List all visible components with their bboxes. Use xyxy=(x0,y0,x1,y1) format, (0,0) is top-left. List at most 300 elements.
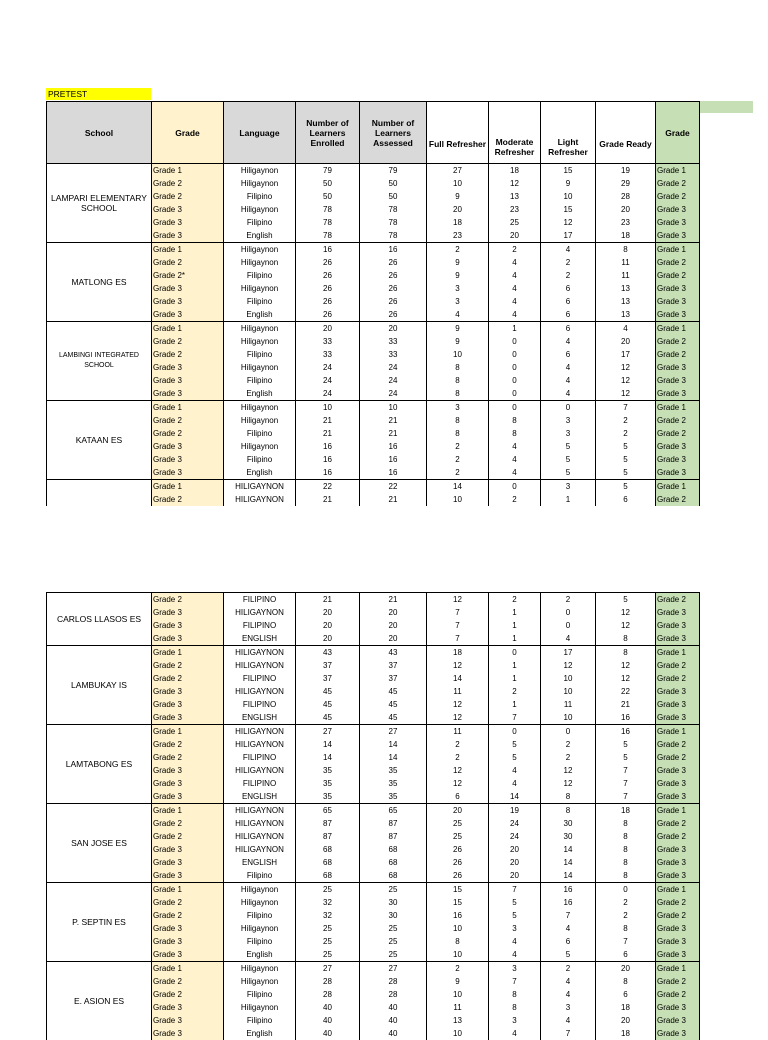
grade-cell: Grade 3 xyxy=(152,282,224,295)
grade-cell: Grade 3 xyxy=(152,777,224,790)
moderate-refresher-cell: 1 xyxy=(489,322,541,336)
language-cell: Filipino xyxy=(224,988,296,1001)
grade-cell: Grade 2 xyxy=(152,414,224,427)
enrolled-cell: 20 xyxy=(296,322,360,336)
assessed-cell: 78 xyxy=(360,216,427,229)
language-cell: HILIGAYNON xyxy=(224,646,296,660)
grade-ready-cell: 18 xyxy=(596,1027,656,1040)
grade-cell: Grade 3 xyxy=(152,1014,224,1027)
moderate-refresher-cell: 4 xyxy=(489,269,541,282)
assessed-cell: 24 xyxy=(360,361,427,374)
assessed-cell: 37 xyxy=(360,672,427,685)
grade-ready-cell: 12 xyxy=(596,672,656,685)
enrolled-cell: 20 xyxy=(296,619,360,632)
moderate-refresher-cell: 7 xyxy=(489,711,541,725)
full-refresher-cell: 10 xyxy=(427,1027,489,1040)
enrolled-cell: 35 xyxy=(296,764,360,777)
grade-level-cell: Grade 2 xyxy=(656,672,700,685)
grade-ready-cell: 5 xyxy=(596,453,656,466)
moderate-refresher-cell: 5 xyxy=(489,896,541,909)
grade-ready-cell: 5 xyxy=(596,440,656,453)
grade-cell: Grade 1 xyxy=(152,164,224,178)
light-refresher-cell: 10 xyxy=(541,685,596,698)
enrolled-cell: 21 xyxy=(296,493,360,506)
grade-cell: Grade 1 xyxy=(152,725,224,739)
header-grade-ready: Grade Ready xyxy=(596,102,656,164)
grade-level-cell: Grade 1 xyxy=(656,725,700,739)
full-refresher-cell: 8 xyxy=(427,427,489,440)
light-refresher-cell: 10 xyxy=(541,672,596,685)
full-refresher-cell: 9 xyxy=(427,256,489,269)
enrolled-cell: 37 xyxy=(296,659,360,672)
full-refresher-cell: 18 xyxy=(427,646,489,660)
language-cell: HILIGAYNON xyxy=(224,738,296,751)
light-refresher-cell: 30 xyxy=(541,830,596,843)
grade-level-cell: Grade 2 xyxy=(656,896,700,909)
enrolled-cell: 21 xyxy=(296,427,360,440)
moderate-refresher-cell: 1 xyxy=(489,659,541,672)
light-refresher-cell: 15 xyxy=(541,164,596,178)
grade-cell: Grade 3 xyxy=(152,856,224,869)
language-cell: Hiligaynon xyxy=(224,922,296,935)
language-cell: Hiligaynon xyxy=(224,335,296,348)
moderate-refresher-cell: 4 xyxy=(489,1027,541,1040)
enrolled-cell: 26 xyxy=(296,269,360,282)
assessed-cell: 40 xyxy=(360,1014,427,1027)
language-cell: Hiligaynon xyxy=(224,164,296,178)
grade-level-cell: Grade 3 xyxy=(656,361,700,374)
header-assessed: Number of Learners Assessed xyxy=(360,102,427,164)
full-refresher-cell: 26 xyxy=(427,843,489,856)
enrolled-cell: 26 xyxy=(296,295,360,308)
moderate-refresher-cell: 2 xyxy=(489,493,541,506)
enrolled-cell: 26 xyxy=(296,282,360,295)
assessed-cell: 24 xyxy=(360,374,427,387)
grade-ready-cell: 5 xyxy=(596,751,656,764)
light-refresher-cell: 17 xyxy=(541,646,596,660)
language-cell: Hiligaynon xyxy=(224,177,296,190)
school-name-cell: LAMBUKAY IS xyxy=(47,646,152,725)
language-cell: Hiligaynon xyxy=(224,414,296,427)
grade-ready-cell: 29 xyxy=(596,177,656,190)
grade-ready-cell: 16 xyxy=(596,711,656,725)
full-refresher-cell: 11 xyxy=(427,685,489,698)
light-refresher-cell: 4 xyxy=(541,988,596,1001)
assessed-cell: 50 xyxy=(360,177,427,190)
enrolled-cell: 79 xyxy=(296,164,360,178)
school-name-cell: E. ASION ES xyxy=(47,962,152,1040)
full-refresher-cell: 14 xyxy=(427,480,489,494)
grade-ready-cell: 13 xyxy=(596,282,656,295)
grade-level-cell: Grade 2 xyxy=(656,909,700,922)
grade-cell: Grade 3 xyxy=(152,632,224,646)
grade-ready-cell: 8 xyxy=(596,975,656,988)
grade-cell: Grade 3 xyxy=(152,619,224,632)
language-cell: Hiligaynon xyxy=(224,243,296,257)
school-name-cell: MATLONG ES xyxy=(47,243,152,322)
enrolled-cell: 24 xyxy=(296,374,360,387)
full-refresher-cell: 8 xyxy=(427,374,489,387)
moderate-refresher-cell: 0 xyxy=(489,348,541,361)
assessed-cell: 68 xyxy=(360,869,427,883)
moderate-refresher-cell: 4 xyxy=(489,948,541,962)
enrolled-cell: 10 xyxy=(296,401,360,415)
enrolled-cell: 16 xyxy=(296,466,360,480)
full-refresher-cell: 10 xyxy=(427,988,489,1001)
grade-ready-cell: 6 xyxy=(596,493,656,506)
grade-cell: Grade 2 xyxy=(152,988,224,1001)
language-cell: English xyxy=(224,948,296,962)
assessed-cell: 22 xyxy=(360,480,427,494)
full-refresher-cell: 25 xyxy=(427,830,489,843)
assessed-cell: 50 xyxy=(360,190,427,203)
table-row xyxy=(47,593,700,607)
full-refresher-cell: 9 xyxy=(427,975,489,988)
school-name-cell: LAMTABONG ES xyxy=(47,725,152,804)
assessed-cell: 45 xyxy=(360,685,427,698)
full-refresher-cell: 7 xyxy=(427,606,489,619)
grade-level-cell: Grade 1 xyxy=(656,962,700,976)
moderate-refresher-cell: 2 xyxy=(489,685,541,698)
language-cell: HILIGAYNON xyxy=(224,764,296,777)
enrolled-cell: 25 xyxy=(296,935,360,948)
moderate-refresher-cell: 4 xyxy=(489,764,541,777)
grade-ready-cell: 7 xyxy=(596,935,656,948)
light-refresher-cell: 4 xyxy=(541,632,596,646)
table-row xyxy=(47,962,700,976)
enrolled-cell: 33 xyxy=(296,348,360,361)
assessed-cell: 33 xyxy=(360,348,427,361)
full-refresher-cell: 3 xyxy=(427,282,489,295)
moderate-refresher-cell: 18 xyxy=(489,164,541,178)
full-refresher-cell: 27 xyxy=(427,164,489,178)
moderate-refresher-cell: 0 xyxy=(489,646,541,660)
grade-cell: Grade 2 xyxy=(152,738,224,751)
grade-cell: Grade 3 xyxy=(152,922,224,935)
assessed-cell: 40 xyxy=(360,1027,427,1040)
moderate-refresher-cell: 8 xyxy=(489,427,541,440)
full-refresher-cell: 8 xyxy=(427,361,489,374)
assessed-cell: 26 xyxy=(360,256,427,269)
grade-cell: Grade 3 xyxy=(152,843,224,856)
enrolled-cell: 65 xyxy=(296,804,360,818)
table-row xyxy=(47,725,700,739)
grade-ready-cell: 0 xyxy=(596,883,656,897)
language-cell: Filipino xyxy=(224,935,296,948)
pretest-table-top xyxy=(46,101,700,506)
light-refresher-cell: 6 xyxy=(541,282,596,295)
light-refresher-cell: 11 xyxy=(541,698,596,711)
enrolled-cell: 27 xyxy=(296,725,360,739)
enrolled-cell: 50 xyxy=(296,190,360,203)
moderate-refresher-cell: 24 xyxy=(489,830,541,843)
grade-ready-cell: 11 xyxy=(596,269,656,282)
grade-cell: Grade 3 xyxy=(152,869,224,883)
table-row xyxy=(47,646,700,660)
light-refresher-cell: 0 xyxy=(541,725,596,739)
grade-level-cell: Grade 1 xyxy=(656,480,700,494)
language-cell: Filipino xyxy=(224,348,296,361)
grade-ready-cell: 2 xyxy=(596,896,656,909)
language-cell: Filipino xyxy=(224,190,296,203)
grade-level-cell: Grade 1 xyxy=(656,883,700,897)
grade-cell: Grade 3 xyxy=(152,229,224,243)
enrolled-cell: 78 xyxy=(296,203,360,216)
full-refresher-cell: 26 xyxy=(427,869,489,883)
light-refresher-cell: 4 xyxy=(541,335,596,348)
assessed-cell: 43 xyxy=(360,646,427,660)
enrolled-cell: 33 xyxy=(296,335,360,348)
assessed-cell: 16 xyxy=(360,466,427,480)
assessed-cell: 87 xyxy=(360,817,427,830)
moderate-refresher-cell: 4 xyxy=(489,282,541,295)
moderate-refresher-cell: 8 xyxy=(489,414,541,427)
grade-level-cell: Grade 3 xyxy=(656,216,700,229)
full-refresher-cell: 12 xyxy=(427,593,489,607)
moderate-refresher-cell: 7 xyxy=(489,975,541,988)
grade-level-cell: Grade 3 xyxy=(656,619,700,632)
table-row xyxy=(47,401,700,415)
grade-ready-cell: 23 xyxy=(596,216,656,229)
enrolled-cell: 35 xyxy=(296,790,360,804)
language-cell: Hiligaynon xyxy=(224,203,296,216)
grade-cell: Grade 1 xyxy=(152,243,224,257)
light-refresher-cell: 16 xyxy=(541,883,596,897)
enrolled-cell: 68 xyxy=(296,869,360,883)
header-language: Language xyxy=(224,102,296,164)
moderate-refresher-cell: 20 xyxy=(489,869,541,883)
grade-ready-cell: 2 xyxy=(596,909,656,922)
grade-cell: Grade 3 xyxy=(152,764,224,777)
full-refresher-cell: 2 xyxy=(427,440,489,453)
light-refresher-cell: 0 xyxy=(541,606,596,619)
grade-level-cell: Grade 2 xyxy=(656,177,700,190)
light-refresher-cell: 7 xyxy=(541,909,596,922)
moderate-refresher-cell: 4 xyxy=(489,453,541,466)
grade-level-cell: Grade 3 xyxy=(656,685,700,698)
full-refresher-cell: 3 xyxy=(427,295,489,308)
grade-level-cell: Grade 2 xyxy=(656,190,700,203)
full-refresher-cell: 7 xyxy=(427,632,489,646)
grade-level-cell: Grade 1 xyxy=(656,804,700,818)
grade-level-cell: Grade 2 xyxy=(656,988,700,1001)
light-refresher-cell: 6 xyxy=(541,348,596,361)
grade-cell: Grade 2 xyxy=(152,975,224,988)
assessed-cell: 79 xyxy=(360,164,427,178)
grade-ready-cell: 2 xyxy=(596,427,656,440)
assessed-cell: 21 xyxy=(360,414,427,427)
enrolled-cell: 87 xyxy=(296,830,360,843)
language-cell: HILIGAYNON xyxy=(224,725,296,739)
enrolled-cell: 14 xyxy=(296,751,360,764)
grade-ready-cell: 7 xyxy=(596,764,656,777)
grade-level-cell: Grade 2 xyxy=(656,493,700,506)
pretest-table-bottom xyxy=(46,592,700,1040)
moderate-refresher-cell: 4 xyxy=(489,466,541,480)
assessed-cell: 35 xyxy=(360,777,427,790)
light-refresher-cell: 8 xyxy=(541,790,596,804)
header-grade-ready-level: Grade xyxy=(656,102,700,164)
assessed-cell: 28 xyxy=(360,988,427,1001)
grade-level-cell: Grade 2 xyxy=(656,335,700,348)
enrolled-cell: 87 xyxy=(296,817,360,830)
light-refresher-cell: 15 xyxy=(541,203,596,216)
grade-ready-cell: 12 xyxy=(596,387,656,401)
language-cell: Hiligaynon xyxy=(224,401,296,415)
light-refresher-cell: 7 xyxy=(541,1027,596,1040)
grade-level-cell: Grade 2 xyxy=(656,738,700,751)
light-refresher-cell: 14 xyxy=(541,843,596,856)
full-refresher-cell: 4 xyxy=(427,308,489,322)
assessed-cell: 26 xyxy=(360,282,427,295)
moderate-refresher-cell: 4 xyxy=(489,440,541,453)
grade-level-cell: Grade 3 xyxy=(656,698,700,711)
language-cell: HILIGAYNON xyxy=(224,843,296,856)
full-refresher-cell: 23 xyxy=(427,229,489,243)
grade-level-cell: Grade 3 xyxy=(656,948,700,962)
full-refresher-cell: 2 xyxy=(427,962,489,976)
grade-cell: Grade 3 xyxy=(152,1027,224,1040)
moderate-refresher-cell: 3 xyxy=(489,922,541,935)
full-refresher-cell: 25 xyxy=(427,817,489,830)
full-refresher-cell: 10 xyxy=(427,948,489,962)
grade-cell: Grade 2 xyxy=(152,177,224,190)
grade-cell: Grade 3 xyxy=(152,361,224,374)
moderate-refresher-cell: 12 xyxy=(489,177,541,190)
language-cell: Hiligaynon xyxy=(224,896,296,909)
language-cell: FILIPINO xyxy=(224,593,296,607)
moderate-refresher-cell: 4 xyxy=(489,935,541,948)
language-cell: Filipino xyxy=(224,453,296,466)
grade-ready-cell: 5 xyxy=(596,593,656,607)
light-refresher-cell: 4 xyxy=(541,387,596,401)
moderate-refresher-cell: 13 xyxy=(489,190,541,203)
grade-ready-cell: 20 xyxy=(596,1014,656,1027)
enrolled-cell: 20 xyxy=(296,606,360,619)
moderate-refresher-cell: 20 xyxy=(489,856,541,869)
enrolled-cell: 16 xyxy=(296,440,360,453)
grade-ready-cell: 22 xyxy=(596,685,656,698)
moderate-refresher-cell: 19 xyxy=(489,804,541,818)
language-cell: FILIPINO xyxy=(224,698,296,711)
assessed-cell: 68 xyxy=(360,843,427,856)
enrolled-cell: 50 xyxy=(296,177,360,190)
light-refresher-cell: 2 xyxy=(541,751,596,764)
grade-level-cell: Grade 2 xyxy=(656,659,700,672)
assessed-cell: 16 xyxy=(360,243,427,257)
assessed-cell: 16 xyxy=(360,440,427,453)
light-refresher-cell: 6 xyxy=(541,322,596,336)
moderate-refresher-cell: 24 xyxy=(489,817,541,830)
assessed-cell: 28 xyxy=(360,975,427,988)
moderate-refresher-cell: 0 xyxy=(489,725,541,739)
grade-cell: Grade 3 xyxy=(152,453,224,466)
grade-cell: Grade 1 xyxy=(152,646,224,660)
grade-cell: Grade 3 xyxy=(152,790,224,804)
grade-ready-cell: 5 xyxy=(596,480,656,494)
moderate-refresher-cell: 2 xyxy=(489,593,541,607)
grade-ready-cell: 12 xyxy=(596,361,656,374)
enrolled-cell: 43 xyxy=(296,646,360,660)
grade-ready-cell: 7 xyxy=(596,777,656,790)
grade-level-cell: Grade 3 xyxy=(656,869,700,883)
green-header-strip xyxy=(700,101,753,113)
moderate-refresher-cell: 5 xyxy=(489,738,541,751)
light-refresher-cell: 5 xyxy=(541,440,596,453)
enrolled-cell: 26 xyxy=(296,308,360,322)
grade-ready-cell: 5 xyxy=(596,738,656,751)
enrolled-cell: 20 xyxy=(296,632,360,646)
moderate-refresher-cell: 1 xyxy=(489,672,541,685)
grade-cell: Grade 3 xyxy=(152,935,224,948)
assessed-cell: 25 xyxy=(360,883,427,897)
grade-level-cell: Grade 3 xyxy=(656,856,700,869)
full-refresher-cell: 6 xyxy=(427,790,489,804)
full-refresher-cell: 8 xyxy=(427,387,489,401)
moderate-refresher-cell: 7 xyxy=(489,883,541,897)
light-refresher-cell: 6 xyxy=(541,295,596,308)
enrolled-cell: 40 xyxy=(296,1001,360,1014)
language-cell: HILIGAYNON xyxy=(224,606,296,619)
grade-cell: Grade 2 xyxy=(152,896,224,909)
grade-ready-cell: 12 xyxy=(596,606,656,619)
grade-level-cell: Grade 3 xyxy=(656,387,700,401)
language-cell: Filipino xyxy=(224,427,296,440)
language-cell: Filipino xyxy=(224,269,296,282)
grade-ready-cell: 8 xyxy=(596,869,656,883)
grade-level-cell: Grade 3 xyxy=(656,203,700,216)
enrolled-cell: 27 xyxy=(296,962,360,976)
assessed-cell: 45 xyxy=(360,711,427,725)
grade-level-cell: Grade 2 xyxy=(656,427,700,440)
language-cell: English xyxy=(224,1027,296,1040)
grade-level-cell: Grade 2 xyxy=(656,414,700,427)
light-refresher-cell: 3 xyxy=(541,414,596,427)
grade-level-cell: Grade 3 xyxy=(656,777,700,790)
moderate-refresher-cell: 3 xyxy=(489,1014,541,1027)
grade-level-cell: Grade 1 xyxy=(656,164,700,178)
light-refresher-cell: 4 xyxy=(541,361,596,374)
grade-cell: Grade 2 xyxy=(152,348,224,361)
grade-cell: Grade 3 xyxy=(152,606,224,619)
grade-cell: Grade 2* xyxy=(152,269,224,282)
language-cell: HILIGAYNON xyxy=(224,804,296,818)
grade-cell: Grade 3 xyxy=(152,203,224,216)
assessed-cell: 35 xyxy=(360,790,427,804)
enrolled-cell: 68 xyxy=(296,856,360,869)
grade-level-cell: Grade 2 xyxy=(656,256,700,269)
full-refresher-cell: 12 xyxy=(427,698,489,711)
enrolled-cell: 25 xyxy=(296,883,360,897)
grade-cell: Grade 3 xyxy=(152,698,224,711)
full-refresher-cell: 12 xyxy=(427,777,489,790)
moderate-refresher-cell: 1 xyxy=(489,606,541,619)
grade-ready-cell: 5 xyxy=(596,466,656,480)
full-refresher-cell: 9 xyxy=(427,190,489,203)
enrolled-cell: 24 xyxy=(296,361,360,374)
table-row xyxy=(47,480,700,494)
assessed-cell: 78 xyxy=(360,203,427,216)
full-refresher-cell: 8 xyxy=(427,414,489,427)
header-light-refresher: Light Refresher xyxy=(541,102,596,164)
full-refresher-cell: 3 xyxy=(427,401,489,415)
enrolled-cell: 28 xyxy=(296,988,360,1001)
grade-ready-cell: 2 xyxy=(596,414,656,427)
grade-level-cell: Grade 3 xyxy=(656,1027,700,1040)
grade-cell: Grade 2 xyxy=(152,256,224,269)
full-refresher-cell: 10 xyxy=(427,493,489,506)
language-cell: HILIGAYNON xyxy=(224,659,296,672)
